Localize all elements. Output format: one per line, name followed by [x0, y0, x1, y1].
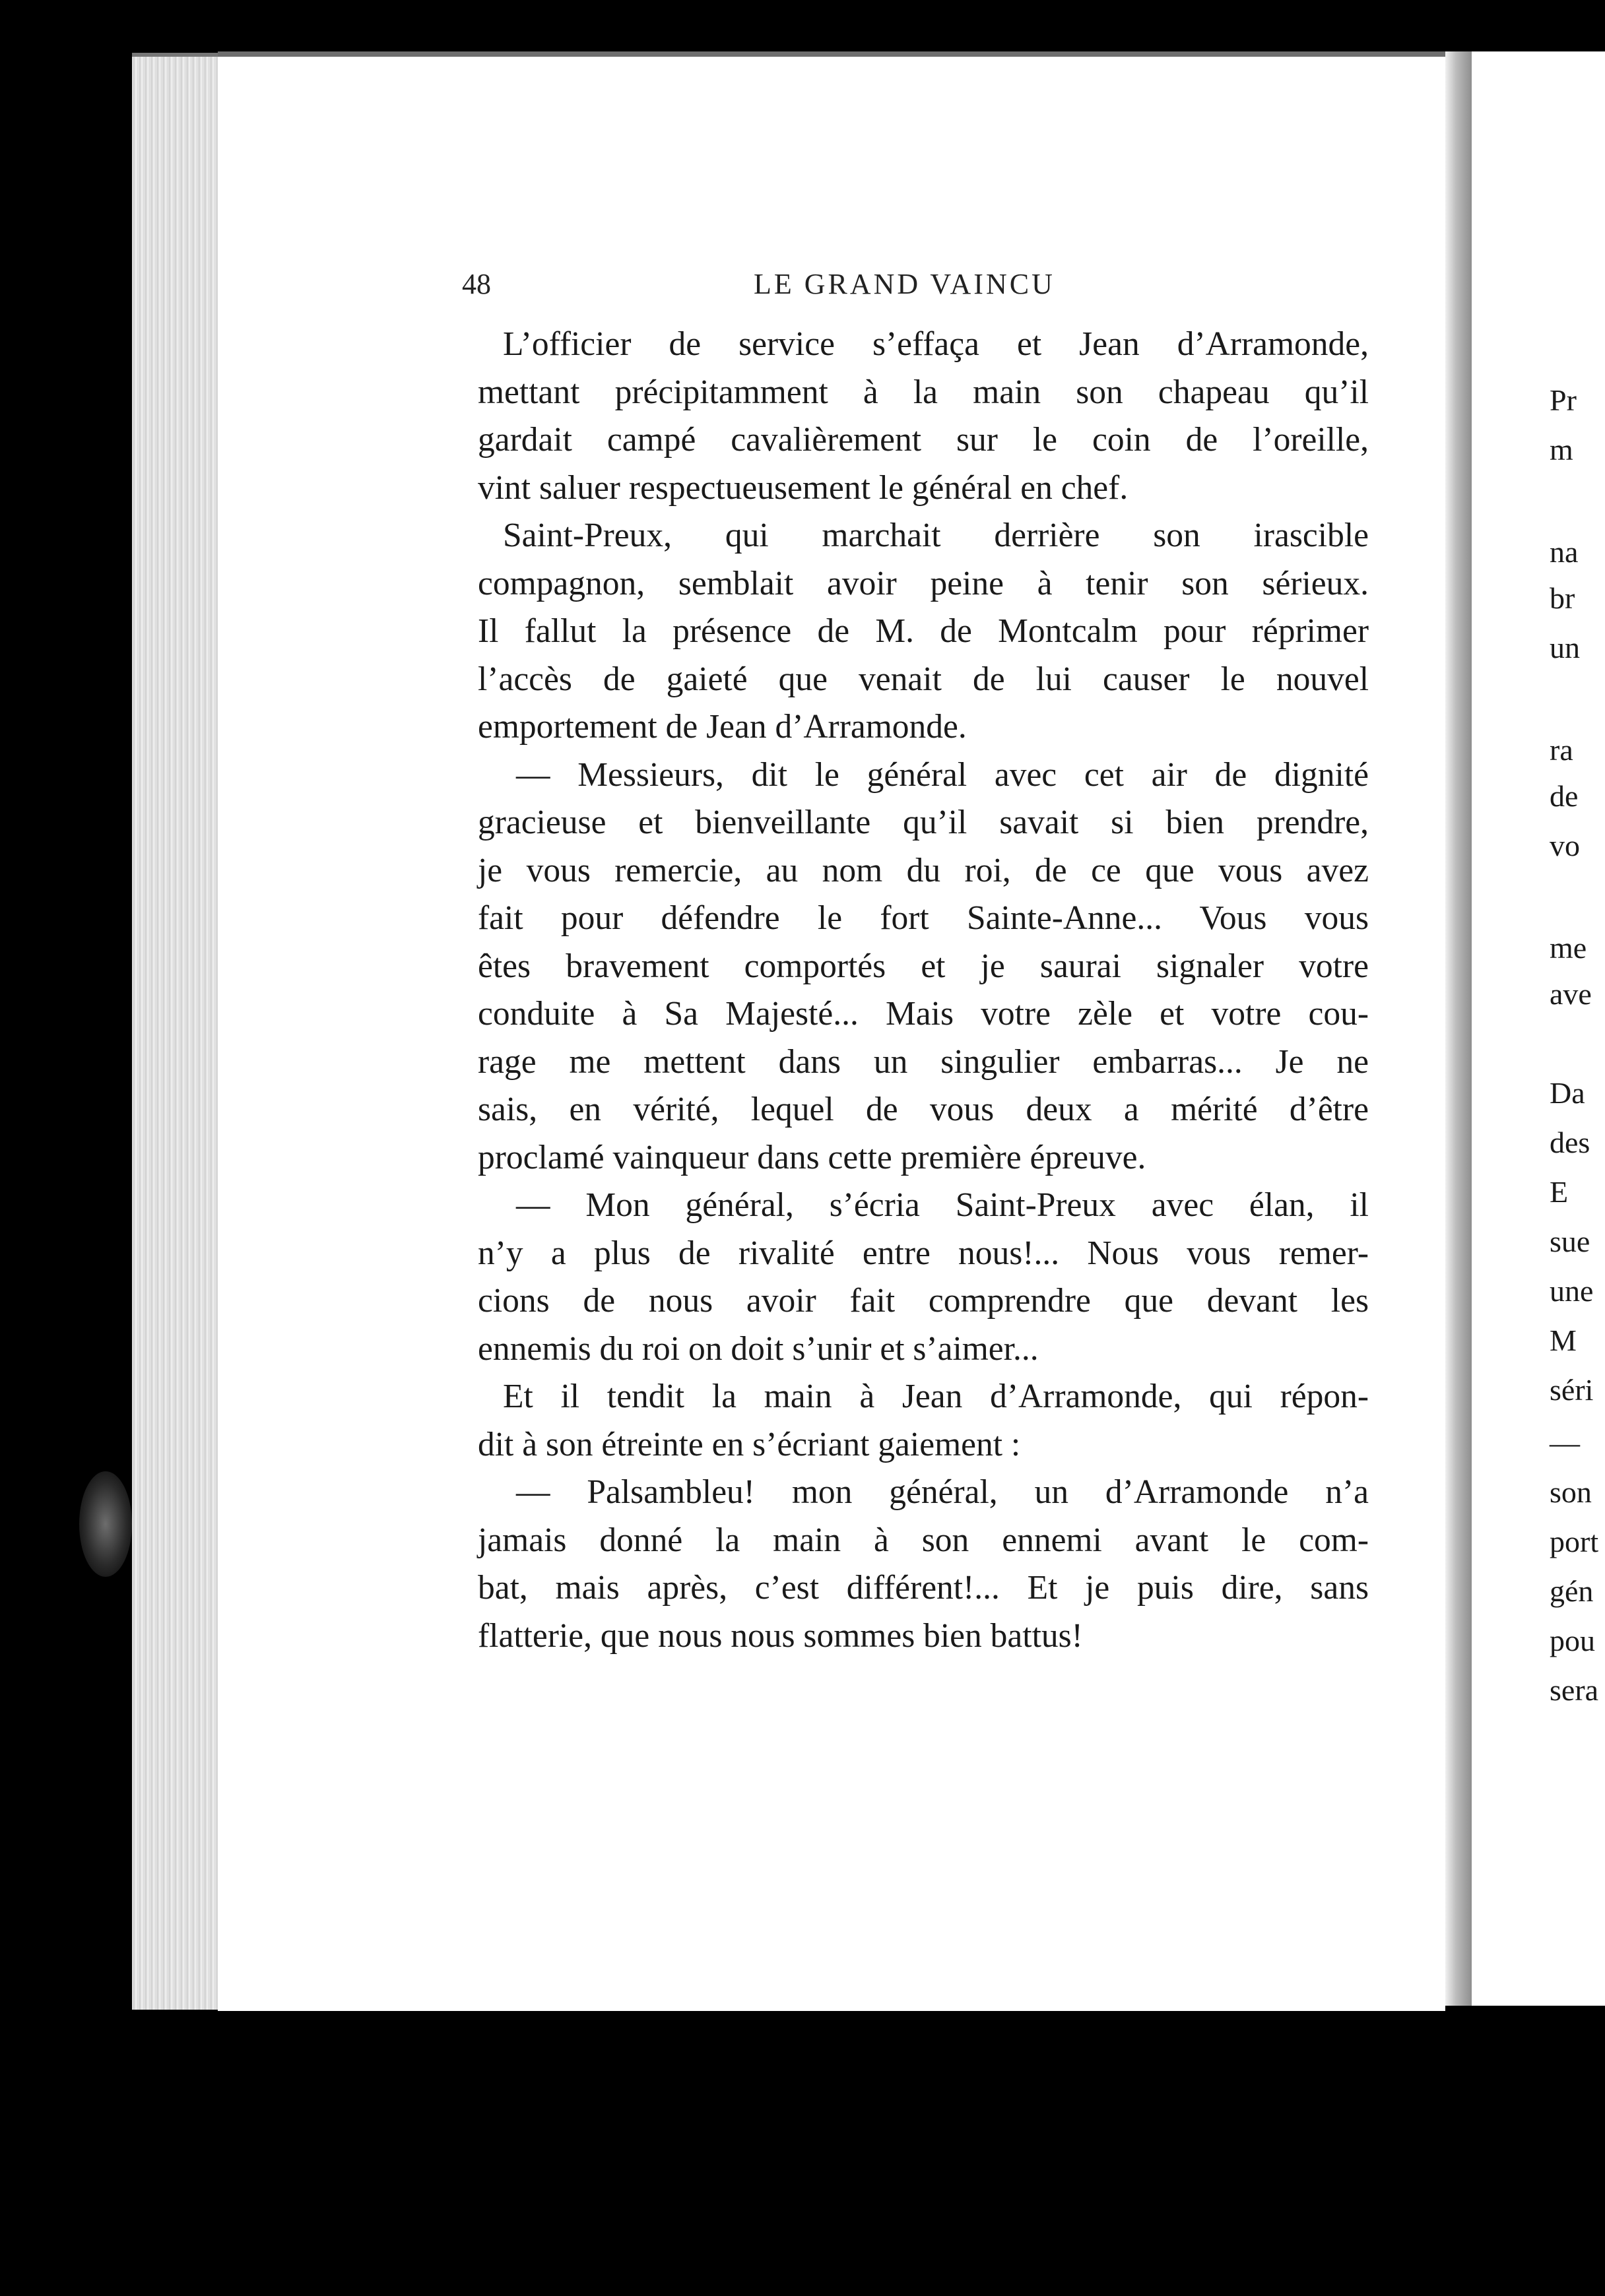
book-gutter — [1445, 51, 1472, 2006]
book-page-edges — [132, 53, 224, 2010]
text-line: Et il tendit la main à Jean d’Arramonde, qui répon- — [503, 1378, 1369, 1415]
text-line: gardait campé cavalièrement sur le coin de l’oreille, — [478, 421, 1369, 459]
facing-page-fragment: na — [1550, 535, 1579, 569]
text-line: — Messieurs, dit le général avec cet air de dignité — [516, 755, 1369, 794]
page-header — [462, 267, 1402, 307]
text-line: emportement de Jean d’Arramonde. — [478, 708, 967, 746]
facing-page-fragment: Da — [1550, 1076, 1585, 1110]
scan-shadow — [79, 1471, 132, 1577]
facing-page-fragment: gén — [1550, 1574, 1594, 1608]
text-line: flatterie, que nous nous sommes bien battus! — [478, 1616, 1083, 1655]
text-line: L’officier de service s’effaça et Jean d’Arramonde, — [503, 325, 1369, 363]
text-line: proclamé vainqueur dans cette première épreuve. — [478, 1138, 1146, 1176]
facing-page-fragment: port — [1550, 1525, 1599, 1558]
text-line: — Palsambleu! mon général, un d’Arramonde n’a — [516, 1473, 1369, 1511]
text-line: cions de nous avoir fait comprendre que devant les — [478, 1282, 1369, 1320]
facing-page-fragment: E — [1550, 1175, 1569, 1209]
facing-page-fragment: séri — [1550, 1373, 1594, 1407]
facing-page-fragment: pou — [1550, 1624, 1595, 1657]
text-line: je vous remercie, au nom du roi, de ce que vous avez — [478, 851, 1369, 889]
text-line: vint saluer respectueusement le général en chef. — [478, 468, 1129, 507]
text-line: conduite à Sa Majesté... Mais votre zèle et votre cou- — [478, 995, 1369, 1033]
text-line: Il fallut la présence de M. de Montcalm pour réprimer — [478, 612, 1369, 650]
facing-page-fragment: son — [1550, 1475, 1592, 1509]
text-line: l’accès de gaieté que venait de lui causer le nouvel — [478, 660, 1369, 698]
facing-page-fragment: sue — [1550, 1225, 1590, 1258]
text-line: fait pour défendre le fort Sainte-Anne... Vous vous — [478, 899, 1369, 937]
facing-page-fragment: me — [1550, 931, 1587, 965]
text-line: compagnon, semblait avoir peine à tenir son sérieux. — [478, 564, 1369, 602]
text-line: gracieuse et bienveillante qu’il savait si bien prendre, — [478, 804, 1369, 841]
text-line: êtes bravement comportés et je saurai signaler votre — [478, 947, 1369, 985]
facing-page-fragment: vo — [1550, 829, 1580, 862]
text-line: sais, en vérité, lequel de vous deux a mérité d’être — [478, 1091, 1369, 1128]
text-line: — Mon général, s’écria Saint-Preux avec élan, il — [516, 1186, 1369, 1224]
facing-page-fragment: Pr — [1550, 383, 1577, 417]
facing-page-fragment: ra — [1550, 733, 1573, 767]
facing-page-fragment: M — [1550, 1323, 1577, 1357]
book-page-right — [1472, 51, 1605, 2006]
text-line: dit à son étreinte en s’écriant gaiement : — [478, 1425, 1021, 1463]
text-line: ennemis du roi on doit s’unir et s’aimer... — [478, 1329, 1039, 1368]
facing-page-fragment: de — [1550, 779, 1579, 813]
running-title: LE GRAND VAINCU — [754, 268, 1055, 300]
facing-page-fragment: un — [1550, 631, 1580, 664]
text-line: Saint-Preux, qui marchait derrière son irascible — [503, 517, 1369, 554]
text-line: bat, mais après, c’est différent!... Et je puis dire, sans — [478, 1569, 1369, 1607]
facing-page-fragment: — — [1550, 1426, 1580, 1459]
body-text — [478, 321, 1369, 1660]
text-line: rage me mettent dans un singulier embarras... Je ne — [478, 1042, 1369, 1081]
facing-page-fragment: sera — [1550, 1673, 1599, 1707]
page-number: 48 — [462, 268, 491, 300]
facing-page-fragment: m — [1550, 433, 1573, 466]
facing-page-fragment: ave — [1550, 977, 1592, 1011]
text-line: n’y a plus de rivalité entre nous!... Nous vous remer- — [478, 1234, 1369, 1272]
facing-page-fragment: une — [1550, 1274, 1594, 1308]
text-line: mettant précipitamment à la main son chapeau qu’il — [478, 373, 1369, 411]
facing-page-fragment: des — [1550, 1126, 1590, 1159]
facing-page-fragment: br — [1550, 581, 1575, 615]
text-line: jamais donné la main à son ennemi avant le com- — [478, 1521, 1369, 1559]
